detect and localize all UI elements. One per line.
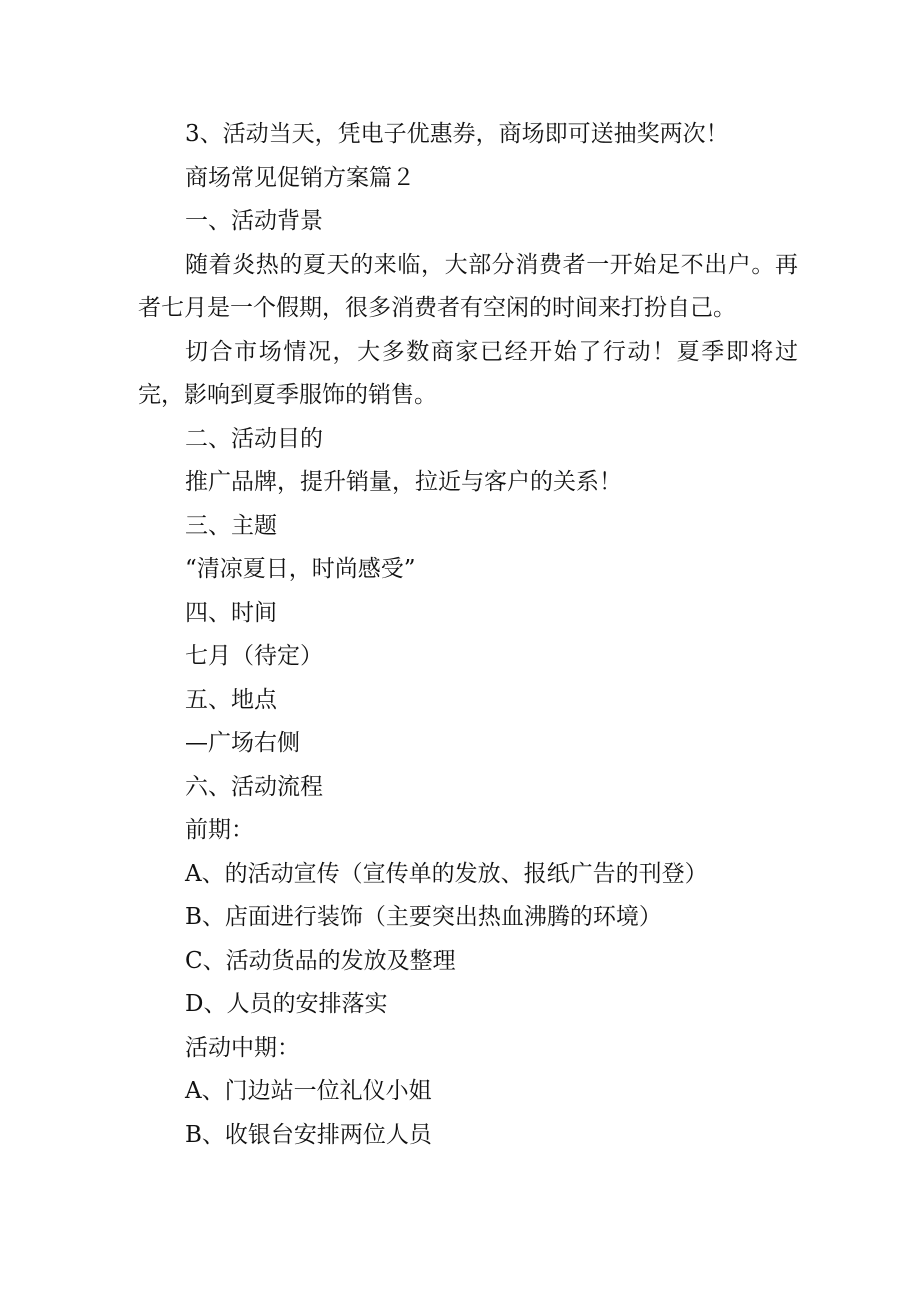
list-item: C、活动货品的发放及整理 [185, 947, 456, 974]
heading-background: 一、活动背景 [185, 208, 323, 234]
paragraph: 切合市场情况，大多数商家已经开始了行动！夏季即将过完，影响到夏季服饰的销售。 [138, 338, 798, 408]
list-item: D、人员的安排落实 [185, 991, 388, 1017]
heading-theme: 三、主题 [185, 512, 277, 539]
paragraph: 随着炎热的夏天的来临，大部分消费者一开始足不出户。再者七月是一个假期，很多消费者有空闲的时间来打扮自己。 [138, 251, 798, 321]
text-line: 推广品牌，提升销量，拉近与客户的关系！ [185, 469, 622, 495]
text-line: 前期： [185, 817, 254, 843]
text-line: 活动中期： [185, 1034, 300, 1061]
document-body [138, 113, 798, 1157]
text-line: 七月（待定） [185, 643, 323, 669]
text-line: —广场右侧 [185, 730, 300, 756]
heading-process: 六、活动流程 [185, 773, 323, 800]
list-item: A、的活动宣传（宣传单的发放、报纸广告的刊登） [185, 860, 708, 887]
heading-time: 四、时间 [185, 599, 277, 626]
section-title: 商场常见促销方案篇２ [185, 164, 415, 191]
heading-location: 五、地点 [185, 686, 277, 713]
text-line: 3、活动当天，凭电子优惠券，商场即可送抽奖两次！ [185, 121, 729, 147]
heading-purpose: 二、活动目的 [185, 425, 323, 452]
list-item: B、收银台安排两位人员 [185, 1121, 432, 1148]
list-item: B、店面进行装饰（主要突出热血沸腾的环境） [185, 904, 662, 930]
text-line: “清凉夏日，时尚感受” [185, 556, 416, 582]
list-item: A、门边站一位礼仪小姐 [185, 1078, 432, 1104]
